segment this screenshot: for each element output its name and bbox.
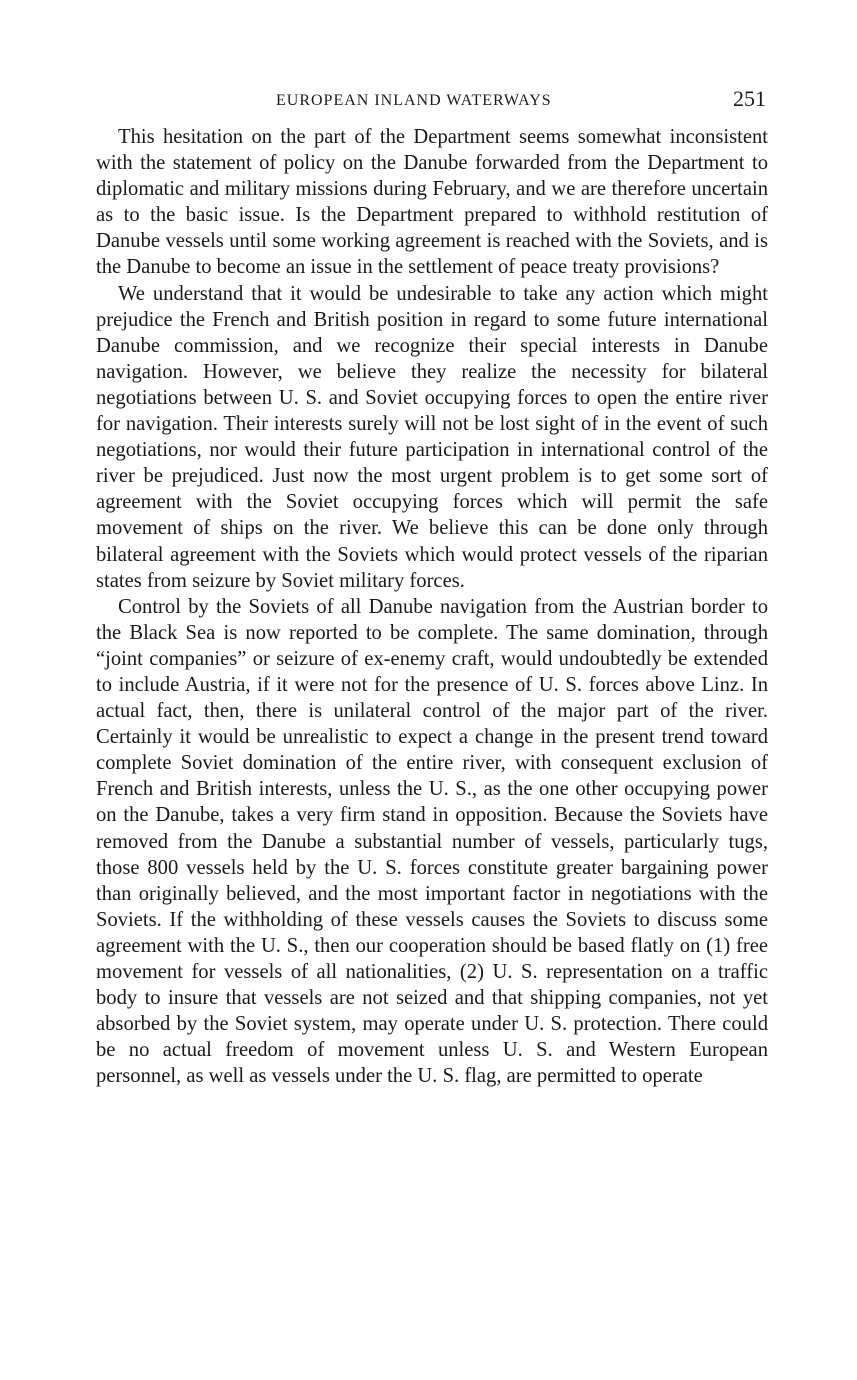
page-number: 251 bbox=[733, 86, 766, 111]
running-head bbox=[96, 84, 768, 120]
running-title: EUROPEAN INLAND WATERWAYS bbox=[276, 92, 552, 109]
paragraph-2: We understand that it would be undesirable to take any action which might prejudice the French and British position in regard to some future international Danube commission, and we recognize their special interests in Danube navigation. However, we believe they realize the necessity for bilateral negotiations between U. S. and Soviet occupying forces to open the entire river for navigation. Their interests surely will not be lost sight of in the event of such negotiations, nor would their future participation in international control of the river be prejudiced. Just now the most urgent problem is to get some sort of agreement with the Soviet occupying forces which will permit the safe movement of ships on the river. We believe this can be done only through bilateral agreement with the Soviets which would protect vessels of the riparian states from seizure by Soviet military forces. bbox=[96, 282, 768, 592]
paragraph-3: Control by the Soviets of all Danube navigation from the Austrian border to the Black Sea is now reported to be complete. The same domination, through “joint companies” or seizure of ex-enemy craft, would undoubtedly be extended to include Austria, if it were not for the presence of U. S. forces above Linz. In actual fact, then, there is unilateral control of the major part of the river. Certainly it would be unrealistic to expect a change in the present trend toward complete Soviet domination of the entire river, with consequent exclusion of French and British interests, unless the U. S., as the one other occupying power on the Danube, takes a very firm stand in opposition. Because the Soviets have removed from the Danube a substantial number of vessels, particularly tugs, those 800 vessels held by the U. S. forces constitute greater bargaining power than originally believed, and the most important factor in negotiations with the Soviets. If the withholding of these vessels causes the Soviets to discuss some agreement with the U. S., then our cooperation should be based flatly on (1) free movement for vessels of all nationalities, (2) U. S. representation on a traffic body to insure that vessels are not seized and that shipping companies, not yet absorbed by the Soviet system, may operate under U. S. protection. There could be no actual freedom of movement unless U. S. and Western European personnel, as well as vessels under the U. S. flag, are permitted to operate bbox=[96, 595, 768, 1088]
document-page bbox=[96, 84, 768, 1089]
paragraph-1: This hesitation on the part of the Department seems somewhat inconsistent with the statement of policy on the Danube forwarded from the Department to diplomatic and military missions during February, and we are therefore uncertain as to the basic issue. Is the Department prepared to withhold restitution of Danube vessels until some working agreement is reached with the Soviets, and is the Danube to become an issue in the settlement of peace treaty provisions? bbox=[96, 126, 768, 279]
body-text bbox=[96, 124, 768, 1089]
